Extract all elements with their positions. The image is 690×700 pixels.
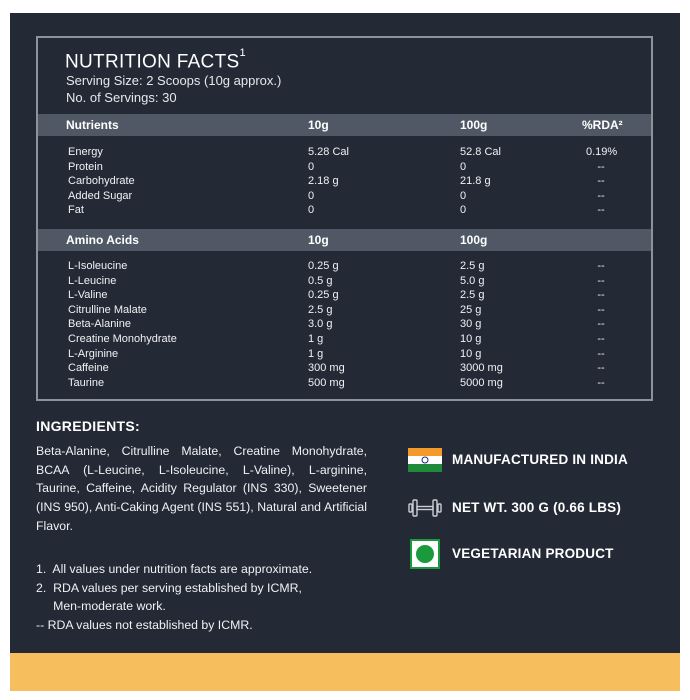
made-in-india-badge — [408, 446, 628, 474]
ingredients-text: Beta-Alanine, Citrulline Malate, Creatine Monohydrate, BCAA (L-Leucine, L-Isoleucine, L-Valine), L-arginine, Taurine, Caffeine, Acidity Regulator (INS 330), Sweetener (INS 950), Anti-Caking Agent (INS 551), Natural and Artificial Flavor. — [36, 444, 367, 533]
nutrient-name: Protein — [68, 160, 103, 173]
nutrient-per-100g: 21.8 g — [460, 175, 491, 188]
nutrition-facts-title — [65, 47, 246, 73]
nutrient-rda: -- — [597, 204, 605, 217]
vegetarian-mark-icon — [408, 540, 442, 568]
table-row — [38, 146, 651, 160]
nutrition-facts-box — [36, 36, 653, 401]
amino-name: L-Leucine — [68, 274, 117, 287]
amino-per-100g: 5.0 g — [460, 274, 485, 287]
table-row — [38, 190, 651, 204]
nutrient-per-100g: 0 — [460, 160, 467, 173]
nutrient-rda: -- — [597, 160, 605, 173]
title-footnote-marker: 1 — [239, 47, 246, 59]
amino-per-10g: 1 g — [308, 333, 324, 345]
footnotes — [36, 560, 376, 634]
amino-per-10g: 1 g — [308, 347, 324, 360]
nutrient-rda: 0.19% — [586, 146, 618, 158]
amino-rda: -- — [597, 260, 605, 272]
servings-count: No. of Servings: 30 — [66, 90, 177, 105]
table-row — [38, 260, 651, 274]
table-row — [38, 348, 651, 362]
dumbbell-icon — [408, 494, 442, 522]
amino-per-100g: 30 g — [460, 318, 482, 331]
table-row — [38, 304, 651, 318]
amino-rda: -- — [597, 347, 605, 360]
amino-name: Taurine — [68, 376, 105, 389]
nutrients-10g-header: 10g — [308, 118, 329, 132]
table-row — [38, 161, 651, 175]
footnote: 1. All values under nutrition facts are approximate. — [36, 562, 313, 576]
nutrients-header-row — [38, 114, 651, 136]
table-row — [38, 377, 651, 391]
nutrients-col-header: Nutrients — [66, 118, 119, 132]
nutrient-name: Added Sugar — [68, 189, 133, 202]
amino-per-100g: 5000 mg — [460, 376, 503, 389]
nutrient-per-10g: 0 — [308, 204, 315, 217]
amino-per-100g: 10 g — [460, 347, 482, 360]
nutrient-per-100g: 0 — [460, 189, 467, 202]
amino-name: Citrulline Malate — [68, 303, 147, 316]
amino-per-100g: 10 g — [460, 333, 482, 345]
badge-label: MANUFACTURED IN INDIA — [452, 452, 628, 467]
amino-per-100g: 25 g — [460, 303, 482, 316]
amino-per-100g: 2.5 g — [460, 260, 485, 272]
footnote: 2. RDA values per serving established by ICMR, — [36, 580, 302, 595]
amino-name: Beta-Alanine — [68, 318, 131, 331]
amino-per-10g: 0.25 g — [308, 260, 339, 272]
nutrient-rda: -- — [597, 189, 605, 202]
india-flag-icon — [408, 446, 442, 474]
amino-100g-header: 100g — [460, 233, 488, 247]
nutrition-title-text: NUTRITION FACTS — [65, 51, 240, 73]
serving-size: Serving Size: 2 Scoops (10g approx.) — [66, 73, 282, 88]
nutrient-per-100g: 0 — [460, 204, 467, 217]
nutrient-rda: -- — [597, 175, 605, 188]
table-row — [38, 289, 651, 303]
amino-rda: -- — [597, 303, 605, 316]
table-row — [38, 362, 651, 376]
amino-per-10g: 500 mg — [308, 376, 345, 389]
footer-color-band — [10, 653, 680, 691]
amino-name: Caffeine — [68, 362, 109, 375]
nutrient-name: Energy — [68, 146, 103, 158]
table-row — [38, 318, 651, 332]
nutrient-per-10g: 0 — [308, 189, 315, 202]
nutrient-name: Carbohydrate — [68, 175, 135, 188]
amino-header-row — [38, 229, 651, 251]
amino-10g-header: 10g — [308, 233, 329, 247]
amino-col-header: Amino Acids — [66, 233, 139, 247]
amino-name: L-Valine — [68, 289, 108, 302]
amino-rda: -- — [597, 376, 605, 389]
amino-per-100g: 2.5 g — [460, 289, 485, 302]
nutrient-per-10g: 2.18 g — [308, 175, 339, 188]
nutrients-100g-header: 100g — [460, 118, 488, 132]
table-row — [38, 275, 651, 289]
footnote: Men-moderate work. — [36, 599, 166, 613]
amino-rda: -- — [597, 318, 605, 331]
table-row — [38, 204, 651, 218]
amino-rda: -- — [597, 333, 605, 345]
amino-per-10g: 2.5 g — [308, 303, 333, 316]
amino-name: L-Arginine — [68, 347, 119, 360]
nutrient-per-10g: 5.28 Cal — [308, 146, 349, 158]
amino-name: L-Isoleucine — [68, 260, 128, 272]
amino-per-10g: 0.5 g — [308, 274, 333, 287]
amino-rda: -- — [597, 362, 605, 375]
table-row — [38, 333, 651, 347]
amino-per-10g: 300 mg — [308, 362, 345, 375]
table-row — [38, 175, 651, 189]
footnote: -- RDA values not established by ICMR. — [36, 617, 253, 632]
nutrient-name: Fat — [68, 204, 84, 217]
amino-per-100g: 3000 mg — [460, 362, 503, 375]
ingredients-title: INGREDIENTS: — [36, 418, 140, 434]
badge-label: NET WT. 300 G (0.66 LBS) — [452, 500, 622, 515]
nutrient-per-100g: 52.8 Cal — [460, 146, 501, 158]
badge-label: VEGETARIAN PRODUCT — [452, 546, 614, 561]
nutrient-per-10g: 0 — [308, 160, 315, 173]
net-weight-badge — [408, 494, 622, 522]
rda-header: %RDA² — [582, 118, 623, 132]
vegetarian-badge — [408, 540, 614, 568]
amino-name: Creatine Monohydrate — [68, 333, 177, 345]
amino-per-10g: 0.25 g — [308, 289, 339, 302]
amino-rda: -- — [597, 274, 605, 287]
amino-rda: -- — [597, 289, 605, 302]
amino-per-10g: 3.0 g — [308, 318, 333, 331]
